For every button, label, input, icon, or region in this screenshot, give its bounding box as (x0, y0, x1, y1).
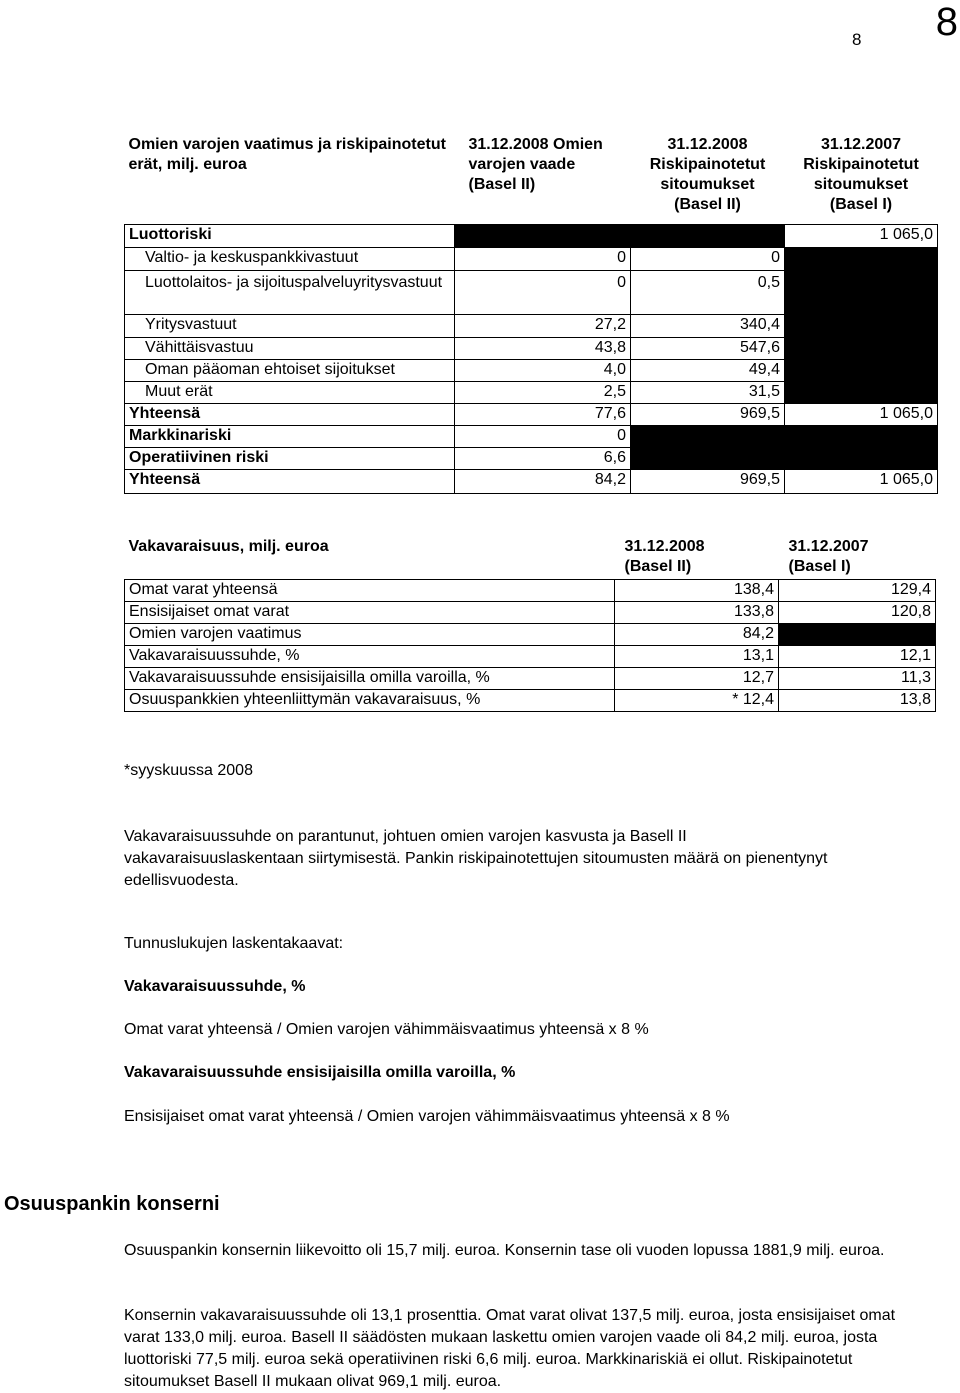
cell-value: 43,8 (455, 337, 631, 359)
solvency-table (124, 535, 936, 712)
cell-value: 0 (455, 270, 631, 314)
cell-value: 13,1 (615, 645, 779, 667)
cell-value: 4,0 (455, 359, 631, 381)
table-row (125, 224, 938, 247)
cell-value: 6,6 (455, 447, 631, 469)
header-col-rwa-2008: 31.12.2008 Riskipainotetut sitoumukset (Basel II) (649, 136, 766, 213)
cell-value: 13,8 (779, 689, 936, 711)
cell-value: 49,4 (631, 359, 785, 381)
cell-value: 340,4 (631, 314, 785, 337)
shaded-cell (785, 381, 938, 403)
formula2-text: Ensisijaiset omat varat yhteensä / Omien varojen vähimmäisvaatimus yhteensä x 8 % (124, 1108, 730, 1125)
cell-value: 138,4 (615, 579, 779, 601)
table-row (125, 403, 938, 425)
cell-value: 84,2 (455, 469, 631, 493)
table-row (125, 689, 936, 711)
table-row (125, 270, 938, 314)
shaded-cell (785, 447, 938, 469)
cell-value: 84,2 (615, 623, 779, 645)
cell-value: 0,5 (631, 270, 785, 314)
header-col-2008 (615, 535, 779, 579)
table-row (125, 247, 938, 270)
row-label: Oman pääoman ehtoiset sijoitukset (125, 359, 455, 381)
cell-value: 120,8 (779, 601, 936, 623)
shaded-cell (631, 224, 785, 247)
table-row (125, 337, 938, 359)
page-number-small: 8 (852, 30, 862, 49)
header-col-2008-text: 31.12.2008 (Basel II) (624, 538, 705, 575)
formulas-intro: Tunnuslukujen laskentakaavat: (124, 935, 344, 952)
table-row (125, 623, 936, 645)
row-label: Luottoriski (125, 224, 455, 247)
cell-value: 133,8 (615, 601, 779, 623)
shaded-cell (785, 247, 938, 270)
header-col-capital-2008: 31.12.2008 Omien varojen vaade (Basel II) (468, 136, 603, 193)
formula1-text: Omat varat yhteensä / Omien varojen vähimmäisvaatimus yhteensä x 8 % (124, 1021, 649, 1038)
cell-value: 12,1 (779, 645, 936, 667)
capital-requirements-table (124, 132, 938, 494)
shaded-cell (785, 337, 938, 359)
row-label: Muut erät (125, 381, 455, 403)
table-row (125, 601, 936, 623)
cell-value: 27,2 (455, 314, 631, 337)
paragraph-solvency: Vakavaraisuussuhde on parantunut, johtuen omien varojen kasvusta ja Basell II vakavaraisuuslaskentaan siirtymisestä. Pankin riskipainotettujen sitoumusten määrä on pienentynyt edellisvuodesta. (124, 828, 828, 889)
shaded-cell (785, 359, 938, 381)
shaded-cell (785, 270, 938, 314)
shaded-cell (455, 224, 631, 247)
cell-value: * 12,4 (615, 689, 779, 711)
row-label: Markkinariski (125, 425, 455, 447)
cell-value: 1 065,0 (785, 403, 938, 425)
paragraph-group-profit: Osuuspankin konsernin liikevoitto oli 15,7 milj. euroa. Konsernin tase oli vuoden lopussa 1881,9 milj. euroa. (124, 1242, 885, 1259)
section-title: Osuuspankin konserni (4, 1193, 220, 1215)
cell-value: 969,5 (631, 403, 785, 425)
row-label: Valtio- ja keskuspankkivastuut (125, 247, 455, 270)
table-header-row (125, 535, 936, 579)
table-row (125, 447, 938, 469)
cell-value: 1 065,0 (785, 469, 938, 493)
formula2-title: Vakavaraisuussuhde ensisijaisilla omilla varoilla, % (124, 1064, 516, 1081)
table-row (125, 667, 936, 689)
row-label: Omat varat yhteensä (125, 579, 615, 601)
shaded-cell (785, 425, 938, 447)
shaded-cell (631, 447, 785, 469)
cell-value: 1 065,0 (785, 224, 938, 247)
table-row (125, 314, 938, 337)
formula1-title: Vakavaraisuussuhde, % (124, 978, 306, 995)
cell-value: 77,6 (455, 403, 631, 425)
header-col-2007-text: 31.12.2007 (Basel I) (788, 538, 869, 575)
footnote: *syyskuussa 2008 (124, 762, 253, 779)
table-row (125, 425, 938, 447)
cell-value: 547,6 (631, 337, 785, 359)
header-col-2007 (779, 535, 936, 579)
table-header-row (125, 132, 938, 224)
shaded-cell (785, 314, 938, 337)
paragraph-group-solvency: Konsernin vakavaraisuussuhde oli 13,1 prosenttia. Omat varat olivat 137,5 milj. euroa, josta ensisijaiset omat varat 133,0 milj. euroa. Basell II säädösten mukaan laskettu omien varojen vaade oli 84,2 milj. euroa, josta luottoriski 77,5 milj. euroa sekä operatiivinen riski 6,6 milj. euroa. Markkinariskiä ei ollut. Riskipainotetut sitoumukset Basell II mukaan olivat 969,1 milj. euroa. (124, 1307, 896, 1390)
table-row (125, 645, 936, 667)
header-col-rwa-2007: 31.12.2007 Riskipainotetut sitoumukset (Basel I) (803, 136, 919, 213)
cell-value: 0 (631, 247, 785, 270)
table-row (125, 381, 938, 403)
cell-value: 31,5 (631, 381, 785, 403)
shaded-cell (631, 425, 785, 447)
cell-value: 0 (455, 425, 631, 447)
page-number-large: 8 (935, 0, 958, 44)
row-label: Yhteensä (125, 403, 455, 425)
cell-value: 11,3 (779, 667, 936, 689)
header-label: Vakavaraisuus, milj. euroa (128, 538, 329, 555)
row-label: Yritysvastuut (125, 314, 455, 337)
row-label: Yhteensä (125, 469, 455, 493)
row-label: Vähittäisvastuu (125, 337, 455, 359)
row-label: Osuuspankkien yhteenliittymän vakavaraisuus, % (125, 689, 615, 711)
row-label: Luottolaitos- ja sijoituspalveluyritysvastuut (125, 270, 455, 314)
row-label: Operatiivinen riski (125, 447, 455, 469)
header-label: Omien varojen vaatimus ja riskipainotetut erät, milj. euroa (128, 136, 446, 173)
row-label: Omien varojen vaatimus (125, 623, 615, 645)
table-row (125, 579, 936, 601)
cell-value: 969,5 (631, 469, 785, 493)
row-label: Vakavaraisuussuhde, % (125, 645, 615, 667)
table-row (125, 359, 938, 381)
cell-value: 12,7 (615, 667, 779, 689)
row-label: Ensisijaiset omat varat (125, 601, 615, 623)
cell-value: 129,4 (779, 579, 936, 601)
row-label: Vakavaraisuussuhde ensisijaisilla omilla varoilla, % (125, 667, 615, 689)
table-row (125, 469, 938, 493)
shaded-cell (779, 623, 936, 645)
cell-value: 0 (455, 247, 631, 270)
cell-value: 2,5 (455, 381, 631, 403)
